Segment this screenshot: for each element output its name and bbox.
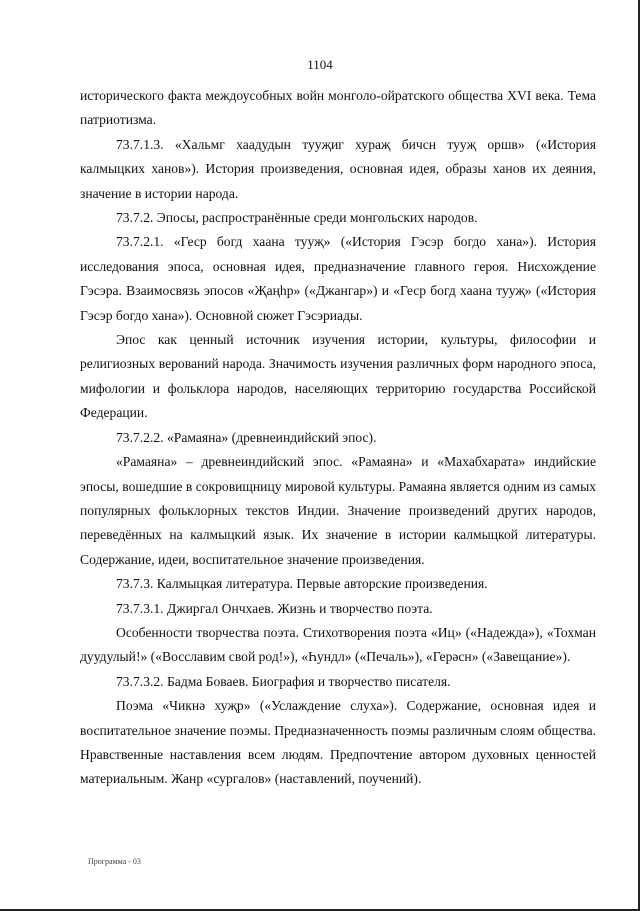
paragraph: 73.7.2.1. «Геср богд хаана тууҗ» («История Гэсэр богдо хана»). История исследования эпоса, основная идея, предназначение главного героя. Нисхождение Гэсэра. Взаимосвязь эпосов «Җаңһр» («Джангар») и «Геср богд хаана тууҗ» («История Гэсэр богдо хана»). Основной сюжет Гэсэриады. bbox=[80, 234, 596, 323]
page-number: 1104 bbox=[307, 57, 333, 72]
paragraph: Особенности творчества поэта. Стихотворения поэта «Иц» («Надежда»), «Тохман дуудулый!» («Восславим свой род!»), «Һундл» («Печаль»), «Герәсн» («Завещание»). bbox=[80, 624, 596, 665]
paragraph: 73.7.1.3. «Хальмг хаадудын тууҗиг хураҗ бичсн тууҗ оршв» («История калмыцких ханов»). История произведения, основная идея, образы ханов их деяния, значение в истории народа. bbox=[80, 136, 596, 201]
section-heading: 73.7.3.2. Бадма Боваев. Биография и творчество писателя. bbox=[116, 673, 451, 689]
document-body bbox=[80, 84, 596, 792]
paragraph: Поэма «Чикнә хуҗр» («Услаждение слуха»). Содержание, основная идея и воспитательное значение поэмы. Предназначенность поэмы различным слоям общества. Нравственные наставления всем людям. Предпочтение автором духовных ценностей материальным. Жанр «сургалов» (наставлений, поучений). bbox=[80, 698, 596, 787]
section-heading: 73.7.3. Калмыцкая литература. Первые авторские произведения. bbox=[116, 576, 488, 592]
section-heading: 73.7.3.1. Джиргал Ончхаев. Жизнь и творчество поэта. bbox=[116, 600, 433, 616]
paragraph: исторического факта междоусобных войн монголо-ойратского общества XVI века. Тема патриотизма. bbox=[80, 88, 596, 128]
paragraph: «Рамаяна» – древнеиндийский эпос. «Рамаяна» и «Махабхарата» индийские эпосы, вошедшие в сокровищницу мировой культуры. Рамаяна является одним из самых популярных фольклорных текстов Индии. Значение произведений других народов, переведённых на калмыцкий язык. Их значение в истории калмыцкой литературы. Содержание, идеи, воспитательное значение произведения. bbox=[80, 454, 596, 567]
paragraph: Эпос как ценный источник изучения истории, культуры, философии и религиозных верований народа. Значимость изучения различных форм народного эпоса, мифологии и фольклора народов, населяющих территорию государства Российской Федерации. bbox=[80, 332, 596, 421]
section-heading: 73.7.2.2. «Рамаяна» (древнеиндийский эпос). bbox=[116, 429, 377, 445]
page-footer: Программа - 03 bbox=[88, 857, 141, 866]
section-heading: 73.7.2. Эпосы, распространённые среди монгольских народов. bbox=[116, 210, 478, 226]
